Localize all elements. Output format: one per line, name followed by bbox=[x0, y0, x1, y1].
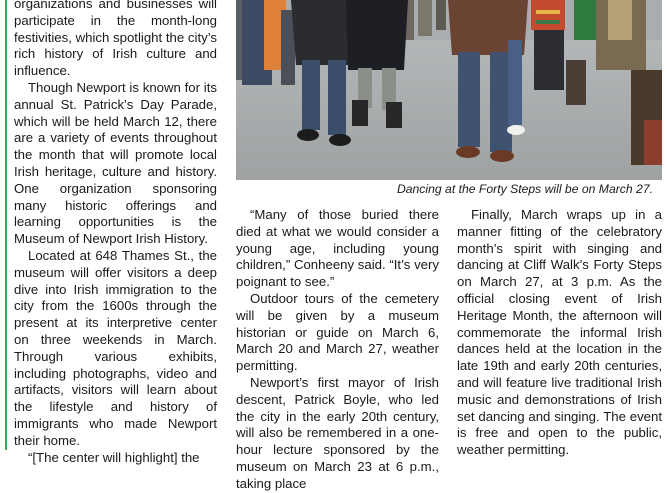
paragraph: “Many of those buried there died at what we would consider a young age, including young children,” Conheeny said. “It’s very poignant to see.” bbox=[236, 207, 439, 290]
paragraph: Outdoor tours of the cemetery will be given by a museum historian or guide on March 6, March 20 and March 27, weather permitting. bbox=[236, 290, 439, 374]
article-column-1 bbox=[14, 0, 217, 466]
green-margin-rule bbox=[5, 0, 7, 450]
paragraph: Newport’s first mayor of Irish descent, Patrick Boyle, who led the city in the early 20th century, will also be remembered in a one-hour lecture sponsored by the museum on March 23 at 6 p.m., taking place bbox=[236, 374, 439, 491]
dancing-photo bbox=[236, 0, 662, 180]
photo-caption: Dancing at the Forty Steps will be on March 27. bbox=[396, 182, 653, 196]
paragraph: organizations and businesses will participate in the month-long festivities, which spotlight the city’s rich history of Irish culture and influence. bbox=[14, 0, 217, 79]
paragraph: “[The center will highlight] the bbox=[28, 449, 200, 465]
paragraph: Located at 648 Thames St., the museum will offer visitors a deep dive into Irish immigration to the city from the 1600s through the present at its interpretive center on three weekends in March. Through various exhibits, including photographs, video and artifacts, visitors will learn about the lifestyle and history of immigrants who made Newport their home. bbox=[14, 247, 217, 448]
paragraph: Finally, March wraps up in a manner fitting of the celebratory month’s spirit with singing and dancing at Cliff Walk’s Forty Steps on March 27, at 3 p.m. As the official closing event of Irish Heritage Month, the afternoon will commemorate the informal Irish dances held at the location in the late 19th and early 20th centuries, and will feature live traditional Irish music and demonstrations of Irish set dancing and singing. The event is free and open to the public, weather permitting. bbox=[457, 207, 662, 458]
paragraph: Though Newport is known for its annual St. Patrick’s Day Parade, which will be held March 12, there are a variety of events throughout the month that will promote local Irish heritage, culture and history. One organization sponsoring many historic offerings and learning opportunities is the Museum of Newport Irish History. bbox=[14, 79, 217, 247]
article-column-3 bbox=[457, 207, 662, 459]
